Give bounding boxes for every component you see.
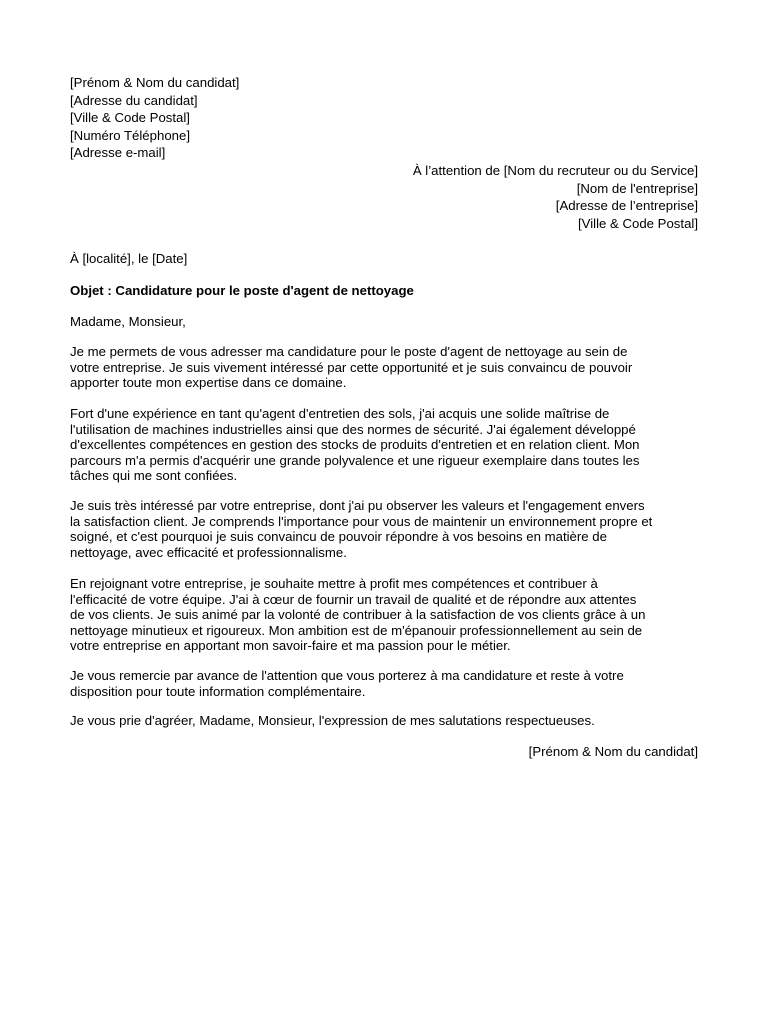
paragraph-contribution bbox=[70, 576, 700, 654]
paragraph-line: soigné, et c'est pourquoi je suis convaincu de pouvoir répondre à vos besoins en matière de bbox=[70, 529, 607, 545]
paragraph-line: En rejoignant votre entreprise, je souhaite mettre à profit mes compétences et contribuer à bbox=[70, 576, 598, 591]
paragraph-line: votre entreprise. Je suis vivement intéressé par cette opportunité et je suis convaincu de pouvoir bbox=[70, 359, 633, 375]
paragraph-line: apporter toute mon expertise dans ce domaine. bbox=[70, 375, 347, 391]
sender-email: [Adresse e-mail] bbox=[70, 145, 166, 161]
paragraph-line: l'efficacité de votre équipe. J'ai à cœur de fournir un travail de qualité et de répondre aux attentes bbox=[70, 591, 637, 607]
paragraph-line: la satisfaction client. Je comprends l'importance pour vous de maintenir un environnement propre et bbox=[70, 513, 653, 529]
sender-name: [Prénom & Nom du candidat] bbox=[70, 75, 240, 90]
paragraph-line: disposition pour toute information complémentaire. bbox=[70, 683, 366, 699]
recipient-city: [Ville & Code Postal] bbox=[578, 215, 698, 231]
paragraph-line: nettoyage minutieux et rigoureux. Mon ambition est de m'épanouir professionnellement au sein de bbox=[70, 622, 643, 638]
signature: [Prénom & Nom du candidat] bbox=[528, 744, 698, 759]
sender-address: [Adresse du candidat] bbox=[70, 92, 198, 108]
sender-address-block bbox=[70, 74, 239, 162]
paragraph-line: nettoyage, avec efficacité et professionnalisme. bbox=[70, 544, 347, 560]
paragraph-line: Je vous remercie par avance de l'attention que vous porterez à ma candidature et reste à votre bbox=[70, 668, 624, 683]
paragraph-line: Je me permets de vous adresser ma candidature pour le poste d'agent de nettoyage au sein de bbox=[70, 344, 628, 359]
recipient-address: [Adresse de l’entreprise] bbox=[555, 198, 698, 214]
recipient-company: [Nom de l'entreprise] bbox=[576, 180, 698, 196]
sender-city: [Ville & Code Postal] bbox=[70, 110, 190, 126]
paragraph-closing bbox=[70, 713, 700, 729]
paragraph-line: Je suis très intéressé par votre entreprise, dont j'ai pu observer les valeurs et l'engagement envers bbox=[70, 498, 645, 513]
paragraph-line: Je vous prie d'agréer, Madame, Monsieur, l'expression de mes salutations respectueuses. bbox=[70, 713, 595, 728]
paragraph-introduction bbox=[70, 344, 700, 391]
paragraph-line: Fort d'une expérience en tant qu'agent d'entretien des sols, j'ai acquis une solide maîtrise de bbox=[70, 406, 610, 421]
recipient-address-block bbox=[413, 162, 698, 232]
letter-subject: Objet : Candidature pour le poste d'agent de nettoyage bbox=[70, 283, 414, 298]
paragraph-line: d'excellentes compétences en gestion des stocks de produits d'entretien et en relation client. Mon bbox=[70, 437, 640, 453]
letter-greeting: Madame, Monsieur, bbox=[70, 314, 186, 329]
paragraph-line: votre entreprise en apportant mon savoir-faire et ma passion pour le métier. bbox=[70, 638, 511, 654]
place-and-date: À [localité], le [Date] bbox=[70, 251, 188, 266]
paragraph-motivation bbox=[70, 498, 700, 560]
paragraph-line: de vos clients. Je suis animé par la volonté de contribuer à la satisfaction de vos clients grâce à un bbox=[70, 607, 646, 623]
paragraph-line: tâches qui me sont confiées. bbox=[70, 468, 238, 484]
paragraph-thanks bbox=[70, 668, 700, 699]
recipient-attention: À l’attention de [Nom du recruteur ou du Service] bbox=[412, 163, 698, 178]
sender-phone: [Numéro Téléphone] bbox=[70, 127, 190, 143]
paragraph-line: l'utilisation de machines industrielles ainsi que des normes de sécurité. J'ai également développé bbox=[70, 421, 636, 437]
paragraph-experience bbox=[70, 406, 700, 484]
paragraph-line: parcours m'a permis d'acquérir une grande polyvalence et une rigueur exemplaire dans toutes les bbox=[70, 452, 640, 468]
